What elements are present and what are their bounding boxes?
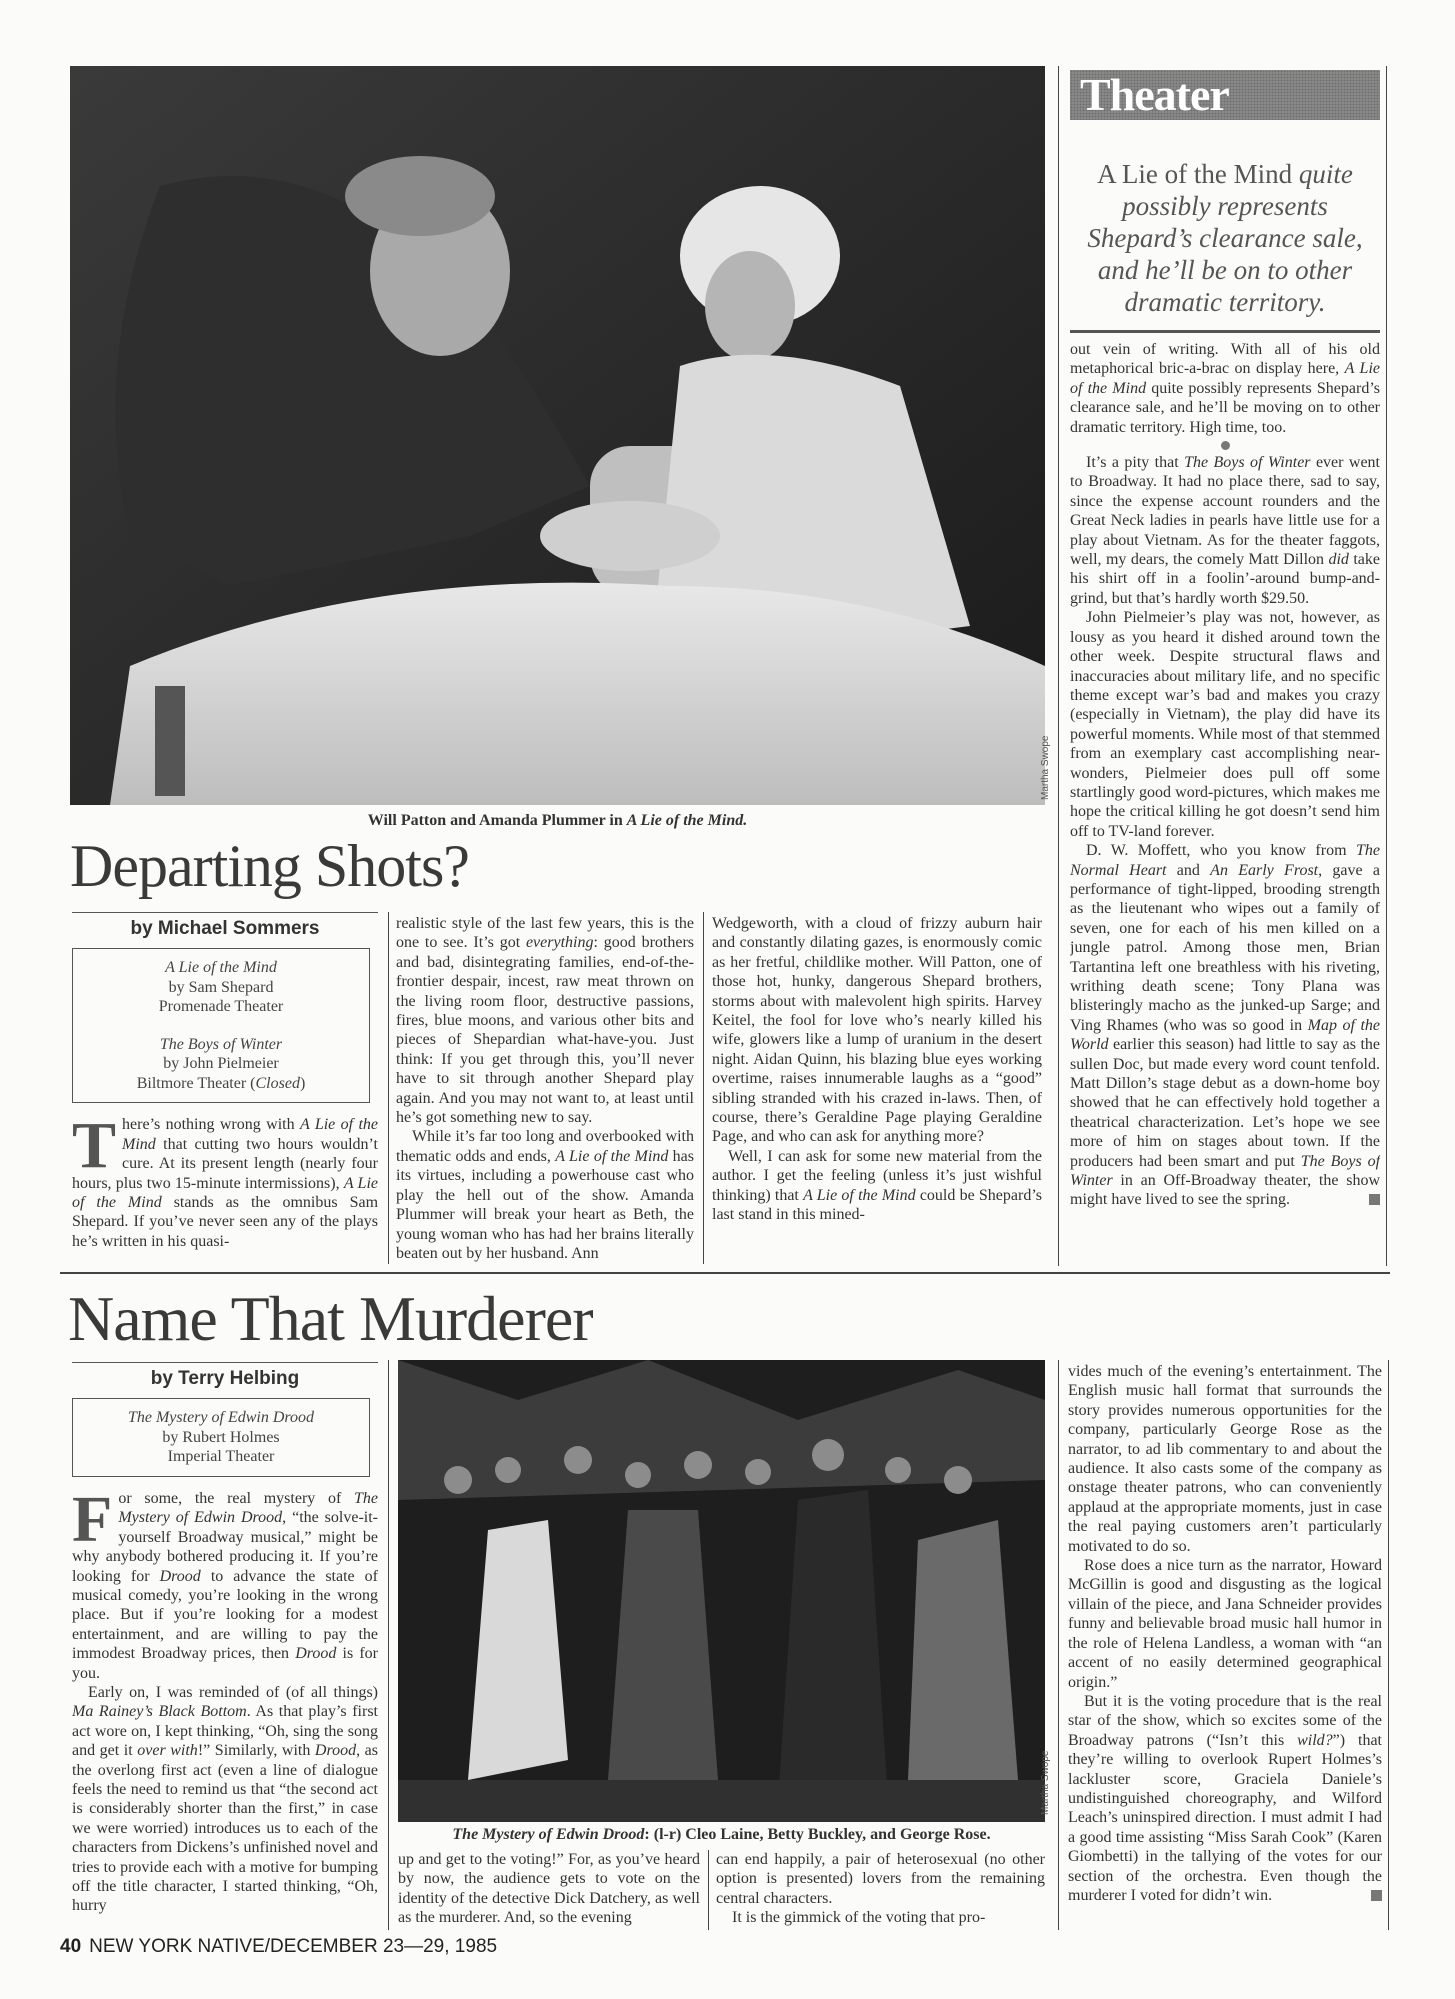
paragraph: Early on, I was reminded of (of all things) Ma Rainey’s Black Bottom. As that play’s first act wore on, I kept thinking, “Oh, sing the song and get it over with!” Similarly, with Drood, as the overlong first act (even a line of dialogue feels the need to remind us that “the second act is considerably shorter than the first,” in case we were worried) introduces us to each of the characters from Dickens’s unfinished novel and tries to provide each with a motive for bumping off the title character, I started thinking, “Oh, hurry xyxy=(72,1683,378,1915)
play-author: by Sam Shepard xyxy=(168,978,274,996)
article-column xyxy=(716,1850,1045,1930)
photo-edwin-drood xyxy=(398,1360,1045,1822)
article-column xyxy=(72,1362,378,1930)
paragraph: There’s nothing wrong with A Lie of the Mind that cutting two hours wouldn’t cure. At its present length (nearly four hours, plus two 15-minute intermissions), A Lie of the Mind stands as the omnibus Sam Shepard. If you’ve never seen any of the plays he’s written in his quasi- xyxy=(72,1109,378,1250)
photo-caption: Will Patton and Amanda Plummer in A Lie of the Mind. xyxy=(367,812,748,829)
page-footer xyxy=(60,1936,497,1958)
play-venue: Imperial Theater xyxy=(167,1448,275,1466)
paragraph: vides much of the evening’s entertainment. The English music hall format that surrounds the story provides numerous opportunities for the company, particularly George Rose as the narrator, to ad lib commentary to and about the audience. It also casts some of the company as onstage theater patrons, who can conveniently applaud at the appropriate moments, just in case the real paying customers aren’t particularly motivated to do so. xyxy=(1068,1363,1382,1555)
play-title: A Lie of the Mind xyxy=(165,959,277,977)
divider xyxy=(1070,330,1380,333)
paragraph: While it’s far too long and overbooked with thematic odds and ends, A Lie of the Mind has its virtues, including a powerhouse cast who play the hell out of the show. Amanda Plummer will break your heart as Beth, the young woman who has had her brains literally beaten out by her husband. Ann xyxy=(396,1128,694,1262)
paragraph: Well, I can ask for some new material from the author. I get the feeling (unless it’s just wishful thinking) that A Lie of the Mind could be Shepard’s last stand in this mined- xyxy=(712,1147,1042,1224)
byline: by Michael Sommers xyxy=(72,912,378,944)
paragraph: But it is the voting procedure that is the real star of the show, which so excites some of the Broadway patrons (“Isn’t this wild?”) that they’re willing to overlook Rupert Holmes’s lackluster score, Graciela Daniele’s undistinguished choreography, and Wilford Leach’s uninspired direction. I must admit I had a good time assisting “Miss Sarah Cook” (Karen Giombetti) in the tallying of the votes for our section of the orchestra. Even though the murderer I voted for didn’t win. xyxy=(1068,1692,1382,1904)
section-header xyxy=(1070,70,1380,120)
paragraph: Wedgeworth, with a cloud of frizzy auburn hair and constantly dilating gazes, is enormously comic as her fretful, childlike mother. Will Patton, one of those hot, hunky, dangerous Shepard brothers, storms about with malevolent high spirits. Harvey Keitel, the fool for love who’s nearly killed his wife, glowers like a lump of uranium in the desert night. Aidan Quinn, his blazing blue eyes working overtime, raises innumerable laughs as a “good” sibling stranded with his crazed in-laws. Then, of course, there’s Geraldine Page playing Geraldine Page, and who can ask for anything more? xyxy=(712,915,1042,1146)
play-info-box xyxy=(72,1398,370,1477)
section-title: Theater xyxy=(1080,69,1229,120)
article-column xyxy=(712,914,1042,1266)
caption-text: : (l-r) Cleo Laine, Betty Buckley, and George Rose. xyxy=(644,1826,991,1843)
byline: by Terry Helbing xyxy=(72,1362,378,1394)
headline: Departing Shots? xyxy=(70,833,469,899)
play-venue: Biltmore Theater (Closed) xyxy=(136,1074,306,1092)
paragraph: up and get to the voting!” For, as you’ve heard by now, the audience gets to vote on the identity of the detective Dick Datchery, as well as the murderer. And, so the evening xyxy=(398,1851,700,1927)
article-text xyxy=(72,1482,378,1916)
drop-cap: F xyxy=(72,1482,113,1556)
publication-line: NEW YORK NATIVE/DECEMBER 23—29, 1985 xyxy=(89,1936,498,1957)
article-column xyxy=(72,912,378,1268)
caption-title: The Mystery of Edwin Drood xyxy=(452,1826,645,1843)
column-divider xyxy=(1058,1360,1059,1930)
paragraph: can end happily, a pair of heterosexual (no other option is presented) lovers from the remaining central characters. xyxy=(716,1851,1045,1907)
paragraph: Rose does a nice turn as the narrator, Howard McGillin is good and disgusting as the logical villain of the piece, and Jana Schneider provides funny and believable broad music hall humor in the role of Helena Landless, a woman with “an accent of no easily determined geographical origin.” xyxy=(1068,1557,1382,1691)
article-column xyxy=(1070,340,1380,1268)
photo-lie-of-the-mind xyxy=(70,66,1045,805)
page-number: 40 xyxy=(60,1936,82,1957)
column-divider xyxy=(388,1360,389,1930)
play-title: The Boys of Winter xyxy=(159,1035,283,1053)
paragraph: It is the gimmick of the voting that pro- xyxy=(732,1909,986,1927)
paragraph: For some, the real mystery of The Mystery of Edwin Drood, “the solve-it-yourself Broadway musical,” might be why anybody bothered producing it. If you’re looking for Drood to advance the state of musical comedy, you’re looking in the wrong place. But if you’re looking for a modest entertainment, and are willing to pay the immodest Broadway prices, then Drood is for you. xyxy=(72,1482,378,1682)
paragraph: D. W. Moffett, who you know from The Normal Heart and An Early Frost, gave a performance of tight-lipped, brooding strength as the lieutenant who wipes out a family of seven, one for each of his men killed on a jungle patrol. Among those men, Brian Tartantina left one breathless with his riveting, writhing death scene; Tony Plana was blisteringly macho as the junked-up Sarge; and Ving Rhames (who was so good in Map of the World earlier this season) had little to say as the sullen Doc, but made every word count tenfold. Matt Dillon’s stage debut as a down-home boy showed that he can effectively hold together a theatrical characterization. Let’s hope we see more of him on stages about town. If the producers had been smart and put The Boys of Winter in an Off-Broadway theater, the show might have lived to see the spring. xyxy=(1070,842,1380,1209)
end-mark-icon xyxy=(1371,1890,1382,1901)
photo-credit: Martha Swope xyxy=(1040,735,1051,800)
play-title: The Mystery of Edwin Drood xyxy=(127,1409,315,1427)
column-divider xyxy=(703,912,704,1264)
play-author: by Rubert Holmes xyxy=(162,1428,280,1446)
pull-quote-title: A Lie of the Mind xyxy=(1097,159,1293,189)
pull-quote xyxy=(1070,158,1380,318)
end-mark-icon xyxy=(1369,1194,1380,1205)
photo-caption xyxy=(398,1826,1045,1844)
paragraph: realistic style of the last few years, this is the one to see. It’s got everything: good brothers and bad, disintegrating families, end-of-the-frontier despair, incest, raw meat thrown on the living room floor, destructive passions, fires, blue moons, and various other bits and pieces of Shepardian what-have-you. Just think: If you get through this, you’ll never have to sit through another Shepard play again. And you may not want to, at least until he’s got something new to say. xyxy=(396,915,694,1127)
headline: Name That Murderer xyxy=(68,1283,593,1354)
play-author: by John Pielmeier xyxy=(163,1055,279,1073)
play-venue: Promenade Theater xyxy=(158,998,284,1016)
section-bullet-icon xyxy=(1221,441,1230,450)
paragraph: It’s a pity that The Boys of Winter ever went to Broadway. It had no place there, sad to say, since the expense account rounders and the Great Neck ladies in pearls have little use for a play about Vietnam. As for the theater faggots, well, my dears, the comely Matt Dillon did take his shirt off in a foolin’-around bump-and-grind, but that’s hardly worth $29.50. xyxy=(1070,454,1380,607)
article-column xyxy=(398,1850,700,1930)
column-divider xyxy=(708,1850,709,1930)
column-divider xyxy=(1058,66,1059,1266)
photo-credit: Martha Swope xyxy=(1040,1750,1051,1815)
column-divider xyxy=(388,912,389,1264)
play-info-box xyxy=(72,948,370,1103)
drop-cap: T xyxy=(72,1109,117,1183)
paragraph: out vein of writing. With all of his old metaphorical bric-a-brac on display here, A Lie of the Mind quite possibly represents Shepard’s clearance sale, and he’ll be moving on to other dramatic territory. High time, too. xyxy=(1070,341,1380,436)
divider xyxy=(60,1272,1390,1274)
article-column xyxy=(1068,1362,1382,1930)
article-text xyxy=(72,1109,378,1251)
paragraph: John Pielmeier’s play was not, however, as lousy as you heard it dished around town the other week. Despite structural flaws and inaccuracies about military life, and no specific theme except war’s bad and makes you crazy (especially in Vietnam), the play did have its powerful moments. While most of that stemmed from an exemplary cast accomplishing near-wonders, Pielmeier does pull off some startlingly good word-pictures, which makes me hope the critical killing he got doesn’t send him off to TV-land forever. xyxy=(1070,609,1380,840)
column-divider xyxy=(1386,66,1387,1266)
column-divider xyxy=(1388,1360,1389,1930)
pull-quote-text: quite possibly represents Shepard’s clearance sale, and he’ll be on to other dramatic territory. xyxy=(1087,159,1363,317)
article-column xyxy=(396,914,694,1266)
